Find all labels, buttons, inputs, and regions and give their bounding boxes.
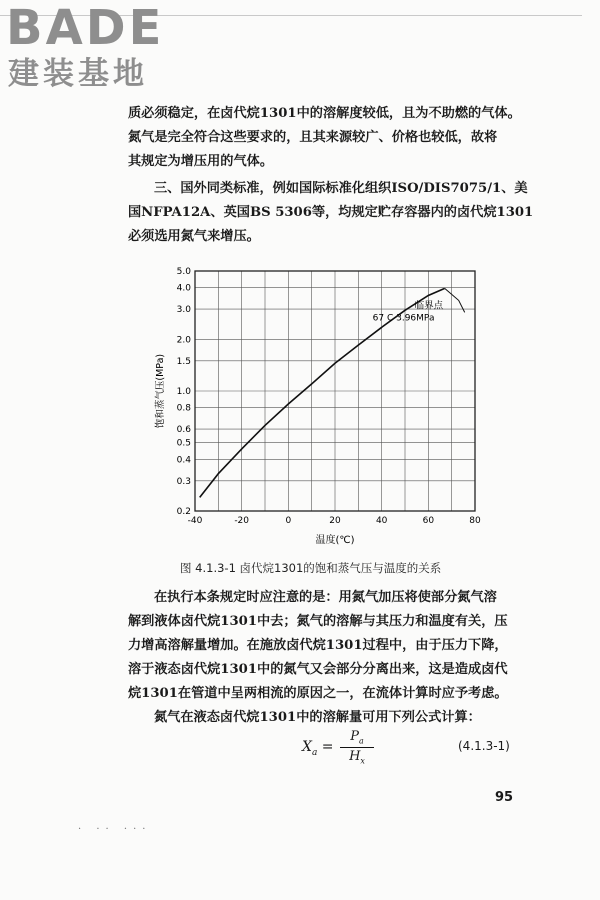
formula-intro — [128, 706, 533, 730]
x-tick-labels — [188, 516, 481, 526]
y-tick-labels — [177, 267, 192, 517]
y-tick-label: 0.8 — [176, 403, 191, 414]
text-line: 在执行本条规定时应注意的是：用氮气加压将使部分氮气溶 — [154, 590, 497, 605]
formula-fraction — [340, 729, 374, 765]
y-tick-label: 0.6 — [176, 425, 191, 436]
y-tick-label: 0.3 — [176, 476, 191, 487]
watermark-subtitle: 建装基地 — [8, 56, 148, 92]
x-tick-label: 20 — [329, 516, 341, 526]
scan-marks: · ·· ··· — [78, 824, 152, 835]
page-number: 95 — [495, 790, 514, 805]
x-tick-label: -20 — [234, 516, 250, 526]
y-tick-label: 0.5 — [176, 438, 191, 449]
text-line: 解到液体卤代烷1301中去；氮气的溶解与其压力和温度有关，压 — [128, 614, 508, 629]
y-tick-label: 0.4 — [176, 455, 191, 466]
figure-caption: 图 4.1.3-1 卤代烷1301的饱和蒸气压与温度的关系 — [180, 561, 442, 575]
paragraph-2 — [128, 177, 533, 249]
formula-denominator: $H_x$ — [349, 748, 365, 766]
y-tick-label: 2.0 — [176, 335, 191, 346]
vapor-pressure-chart — [140, 258, 500, 558]
x-tick-label: -40 — [187, 516, 203, 526]
text-line: 其规定为增压用的气体。 — [128, 154, 274, 169]
fraction-bar — [340, 747, 374, 748]
y-tick-label: 0.2 — [176, 507, 191, 517]
y-tick-label: 3.0 — [176, 305, 191, 316]
critical-point-value: 67 C 3.96MPa — [372, 313, 435, 324]
text-line: 烷1301在管道中呈两相流的原因之一，在流体计算时应予考虑。 — [128, 686, 508, 701]
text-line: 国NFPA12A、英国BS 5306等，均规定贮存容器内的卤代烷1301 — [128, 205, 534, 220]
x-tick-label: 40 — [375, 516, 388, 526]
text-line: 质必须稳定，在卤代烷1301中的溶解度较低，且为不助燃的气体。 — [128, 106, 521, 121]
text-line: 必须选用氮气来增压。 — [128, 229, 260, 244]
watermark-logo: BADE — [6, 0, 165, 56]
text-line: 溶于液态卤代烷1301中的氮气又会部分分离出来，这是造成卤代 — [128, 662, 508, 677]
x-tick-label: 60 — [422, 516, 435, 526]
paragraph-3 — [128, 586, 533, 706]
y-tick-label: 1.0 — [176, 387, 191, 397]
y-tick-label: 1.5 — [176, 356, 191, 367]
paragraph-1 — [128, 102, 533, 174]
formula-numerator: $P_a$ — [350, 729, 364, 746]
text-line: 氮气是完全符合这些要求的，且其来源较广、价格也较低，故将 — [128, 130, 498, 145]
formula-lhs: $X_a$ = — [302, 739, 334, 758]
x-tick-label: 80 — [469, 516, 481, 526]
y-tick-label: 5.0 — [176, 267, 191, 277]
y-axis-label: 饱和蒸气压(MPa) — [155, 353, 166, 429]
text-line: 力增高溶解量增加。在施放卤代烷1301过程中，由于压力下降， — [128, 638, 508, 653]
formula — [302, 729, 562, 767]
critical-point-label: 临界点 — [414, 300, 444, 312]
x-tick-label: 0 — [285, 516, 292, 526]
text-line: 三、国外同类标准，例如国际标准化组织ISO/DIS7075/1、美 — [154, 181, 528, 196]
x-axis-label: 温度(℃) — [315, 535, 355, 546]
formula-number: (4.1.3-1) — [458, 739, 510, 753]
y-tick-label: 4.0 — [176, 283, 191, 294]
text-line: 氮气在液态卤代烷1301中的溶解量可用下列公式计算： — [154, 710, 481, 725]
